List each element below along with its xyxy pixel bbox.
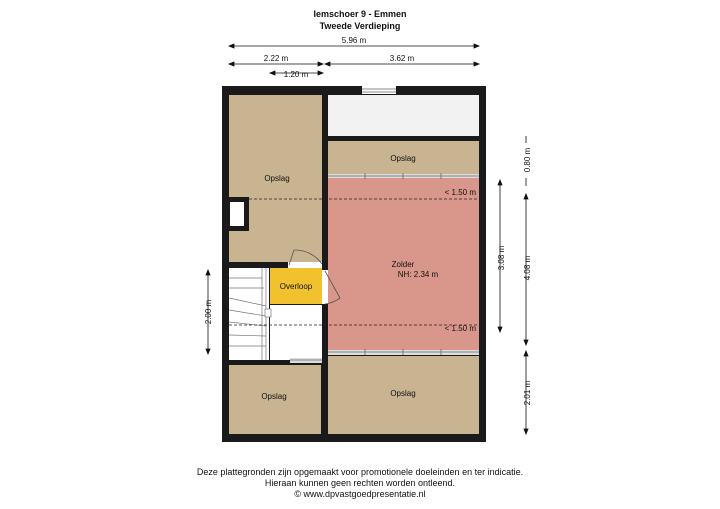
plan-floor-name: Tweede Verdieping: [319, 21, 401, 31]
dim-left-width: 2.22 m: [263, 54, 289, 63]
label-opslag-top-left: Opslag: [264, 174, 290, 183]
dim-right-top: 0.80 m: [523, 147, 532, 173]
door-opslag-bottom-left: [290, 358, 322, 363]
label-opslag-top-right: Opslag: [390, 154, 416, 163]
room-void-top: [328, 95, 479, 136]
dim-right-mid: 3.08 m: [497, 245, 506, 271]
label-height-top: < 1.50 m: [444, 188, 476, 197]
dim-right-bottom: 2.01 m: [523, 380, 532, 406]
label-overloop: Overloop: [279, 282, 313, 291]
dim-total-width: 5.96 m: [341, 36, 367, 45]
dim-small-width: 1.20 m: [283, 70, 309, 79]
dim-stair-height: 2.00 m: [204, 299, 213, 325]
disclaimer-line-1: Deze plattegronden zijn opgemaakt voor promotionele doeleinden en ter indicatie.: [196, 467, 524, 477]
dim-right-width: 3.62 m: [389, 54, 415, 63]
plan-address: Iemschoer 9 - Emmen: [313, 9, 407, 19]
label-zolder: Zolder: [391, 260, 415, 269]
label-height-bottom: < 1.50 m: [444, 324, 476, 333]
label-zolder-height: NH: 2.34 m: [397, 270, 439, 279]
landing-white: [270, 305, 322, 360]
label-opslag-bottom-left: Opslag: [261, 392, 287, 401]
chimney-inner: [230, 202, 244, 226]
window-top: [362, 86, 396, 94]
copyright-line: © www.dpvastgoedpresentatie.nl: [294, 489, 426, 499]
label-opslag-bottom-right: Opslag: [390, 389, 416, 398]
disclaimer-line-2: Hieraan kunnen geen rechten worden ontleend.: [264, 478, 456, 488]
dim-right-total: 4.08 m: [523, 255, 532, 281]
